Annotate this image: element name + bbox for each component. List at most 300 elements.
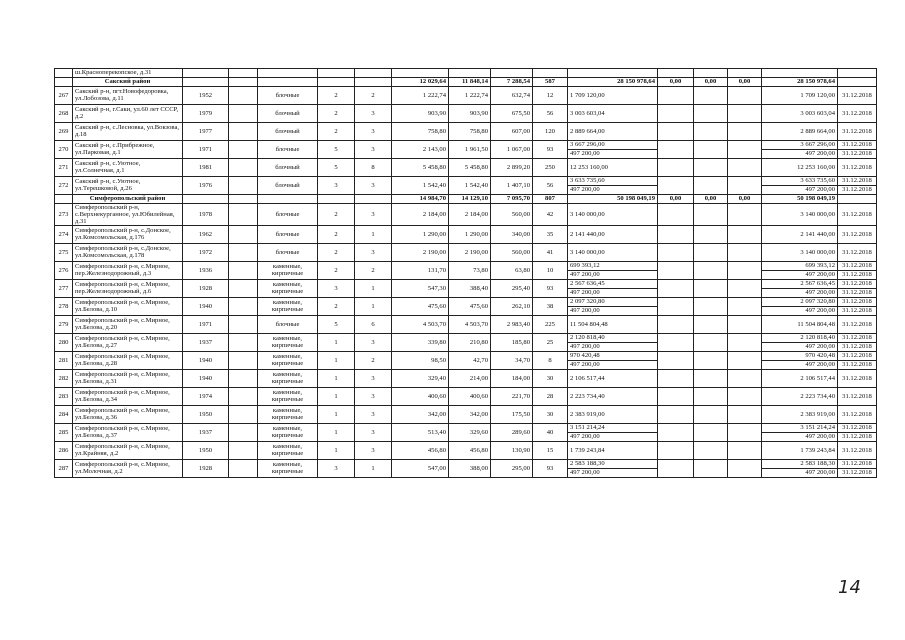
- table-row: [55, 261, 877, 270]
- area-b-cell: 1 407,10: [491, 176, 533, 194]
- table-row: [55, 333, 877, 342]
- table-row: [55, 459, 877, 468]
- row-number: 272: [55, 176, 73, 194]
- address-cell: Сакский р-н, с.Уютное, ул.Солнечная, д.1: [73, 158, 183, 176]
- material-cell: каменные, кирпичные: [258, 405, 318, 423]
- cost-cell: 497 200,00: [568, 342, 658, 351]
- year-cell: 1940: [183, 297, 229, 315]
- floors-cell: 1: [318, 369, 355, 387]
- zero-1: 0,00: [658, 194, 694, 203]
- deadline-cell: 31.12.2018: [838, 351, 877, 360]
- area-total-cell: 4 503,70: [392, 315, 449, 333]
- material-cell: блочные: [258, 140, 318, 158]
- deadline-cell: 31.12.2018: [838, 333, 877, 342]
- entrances-cell: 2: [355, 261, 392, 279]
- area-a-cell: 1 542,40: [449, 176, 491, 194]
- area-b: 7 095,70: [491, 194, 533, 203]
- residents-cell: 25: [533, 333, 568, 351]
- residents-cell: 10: [533, 261, 568, 279]
- floors-cell: 2: [318, 225, 355, 243]
- entrances-cell: 3: [355, 405, 392, 423]
- deadline-cell: 31.12.2018: [838, 315, 877, 333]
- cost-cell-2: 2 097 320,80: [762, 297, 838, 306]
- address-cell: ш.Краснoперекопское, д.31: [73, 69, 183, 78]
- residents-cell: 35: [533, 225, 568, 243]
- residents-cell: 40: [533, 423, 568, 441]
- year-cell: 1977: [183, 122, 229, 140]
- floors-cell: 2: [318, 86, 355, 104]
- residents: 807: [533, 194, 568, 203]
- residents-cell: 15: [533, 441, 568, 459]
- cost-cell-2: 2 120 818,40: [762, 333, 838, 342]
- material-cell: блочный: [258, 122, 318, 140]
- table-row: [55, 423, 877, 432]
- deadline-cell: 31.12.2018: [838, 279, 877, 288]
- deadline-cell: 31.12.2018: [838, 387, 877, 405]
- table-row: [55, 351, 877, 360]
- area-a-cell: 475,60: [449, 297, 491, 315]
- deadline-cell: 31.12.2018: [838, 441, 877, 459]
- address-cell: Сакский р-н, с.Уютное, ул.Терешковой, д.26: [73, 176, 183, 194]
- cost-cell: 1 709 120,00: [568, 86, 658, 104]
- page-number: 14: [838, 577, 861, 598]
- material-cell: каменные, кирпичные: [258, 369, 318, 387]
- row-number: 270: [55, 140, 73, 158]
- deadline-cell: 31.12.2018: [838, 176, 877, 185]
- residents-cell: 8: [533, 351, 568, 369]
- deadline-cell: 31.12.2018: [838, 360, 877, 369]
- district-name: Симферопольский район: [73, 194, 183, 203]
- floors-cell: 2: [318, 261, 355, 279]
- area-b-cell: 2 899,20: [491, 158, 533, 176]
- deadline-cell: 31.12.2018: [838, 459, 877, 468]
- residents-cell: 42: [533, 203, 568, 225]
- material-cell: каменные, кирпичные: [258, 261, 318, 279]
- area-a-cell: 2 184,00: [449, 203, 491, 225]
- year-cell: 1976: [183, 176, 229, 194]
- area-a-cell: 400,60: [449, 387, 491, 405]
- cost-cell-2: 497 200,00: [762, 468, 838, 477]
- area-a-cell: 5 458,80: [449, 158, 491, 176]
- deadline-cell: 31.12.2018: [838, 243, 877, 261]
- material-cell: каменные, кирпичные: [258, 297, 318, 315]
- address-cell: Симферопольский р-н, с.Мирное, пер.Железнодорожный, д.3: [73, 261, 183, 279]
- area-a-cell: 214,00: [449, 369, 491, 387]
- area-total-cell: 513,40: [392, 423, 449, 441]
- cost-cell: 3 140 000,00: [568, 243, 658, 261]
- area-a-cell: 1 290,00: [449, 225, 491, 243]
- area-b-cell: 262,10: [491, 297, 533, 315]
- cost-cell: 3 003 603,04: [568, 104, 658, 122]
- deadline-cell: 31.12.2018: [838, 297, 877, 306]
- area-a-cell: 758,80: [449, 122, 491, 140]
- area-total-cell: 456,80: [392, 441, 449, 459]
- year-cell: 1936: [183, 261, 229, 279]
- year-cell: 1928: [183, 279, 229, 297]
- table-row: [55, 158, 877, 176]
- floors-cell: 1: [318, 387, 355, 405]
- floors-cell: 3: [318, 176, 355, 194]
- floors-cell: 2: [318, 122, 355, 140]
- cost-cell: 1 739 243,84: [568, 441, 658, 459]
- material-cell: блочный: [258, 104, 318, 122]
- material-cell: каменные, кирпичные: [258, 459, 318, 477]
- residents-cell: 41: [533, 243, 568, 261]
- address-cell: Сакский р-н, г.Саки, ул.60 лет СССР, д.2: [73, 104, 183, 122]
- area-b-cell: 560,00: [491, 203, 533, 225]
- residents-cell: 225: [533, 315, 568, 333]
- entrances-cell: 3: [355, 140, 392, 158]
- area-total-cell: 1 222,74: [392, 86, 449, 104]
- residents-cell: 93: [533, 459, 568, 477]
- cost-cell: 3 140 000,00: [568, 203, 658, 225]
- area-total-cell: 758,80: [392, 122, 449, 140]
- cost-cell: 2 567 636,45: [568, 279, 658, 288]
- entrances-cell: 1: [355, 279, 392, 297]
- area-total-cell: 400,60: [392, 387, 449, 405]
- year-cell: 1950: [183, 441, 229, 459]
- residents-cell: 56: [533, 176, 568, 194]
- entrances-cell: 3: [355, 203, 392, 225]
- cost-cell-2: 2 383 919,00: [762, 405, 838, 423]
- material-cell: блочные: [258, 243, 318, 261]
- cost-cell: 2 583 188,30: [568, 459, 658, 468]
- entrances-cell: 3: [355, 333, 392, 351]
- area-total-cell: 5 458,80: [392, 158, 449, 176]
- area-a-cell: 1 961,50: [449, 140, 491, 158]
- area-total-cell: 903,90: [392, 104, 449, 122]
- cost-cell: 11 504 804,48: [568, 315, 658, 333]
- area-b-cell: 34,70: [491, 351, 533, 369]
- entrances-cell: 1: [355, 225, 392, 243]
- material-cell: блочный: [258, 176, 318, 194]
- residents-cell: 93: [533, 140, 568, 158]
- area-b-cell: 175,50: [491, 405, 533, 423]
- cost-cell: 2 383 919,00: [568, 405, 658, 423]
- deadline-cell: 31.12.2018: [838, 468, 877, 477]
- area-a: 11 848,14: [449, 77, 491, 86]
- area-a-cell: 329,60: [449, 423, 491, 441]
- table-row: [55, 387, 877, 405]
- address-cell: Симферопольский р-н, с.Мирное, ул.Молочная, д.2: [73, 459, 183, 477]
- address-cell: Симферопольский р-н, с.Мирное, ул.Белова, д.36: [73, 405, 183, 423]
- zero-2: 0,00: [694, 77, 728, 86]
- year-cell: 1940: [183, 369, 229, 387]
- year-cell: 1928: [183, 459, 229, 477]
- address-cell: Сакский р-н, с.Лесновка, ул.Вокзова, д.18: [73, 122, 183, 140]
- cost-cell-2: 3 140 000,00: [762, 243, 838, 261]
- entrances-cell: 3: [355, 122, 392, 140]
- cost-cell: 12 253 160,00: [568, 158, 658, 176]
- cost-cell-2: 3 667 296,00: [762, 140, 838, 149]
- area-a-cell: 342,00: [449, 405, 491, 423]
- zero-2: 0,00: [694, 194, 728, 203]
- area-b-cell: 295,00: [491, 459, 533, 477]
- year-cell: 1974: [183, 387, 229, 405]
- residents-cell: 120: [533, 122, 568, 140]
- material-cell: блочный: [258, 158, 318, 176]
- address-cell: Симферопольский р-н, с.Мирное, ул.Белова, д.28: [73, 351, 183, 369]
- area-a-cell: 456,80: [449, 441, 491, 459]
- table-row: [55, 279, 877, 288]
- area-b-cell: 1 067,00: [491, 140, 533, 158]
- address-cell: Симферопольский р-н, с.Донское, ул.Комсомольская, д.178: [73, 243, 183, 261]
- floors-cell: 2: [318, 203, 355, 225]
- deadline-cell: 31.12.2018: [838, 158, 877, 176]
- address-cell: Симферопольский р-н, с.Мирное, ул.Белова, д.34: [73, 387, 183, 405]
- area-total-cell: 342,00: [392, 405, 449, 423]
- entrances-cell: 2: [355, 351, 392, 369]
- district-total-row: [55, 77, 877, 86]
- row-number: 286: [55, 441, 73, 459]
- entrances-cell: 1: [355, 459, 392, 477]
- row-number: 275: [55, 243, 73, 261]
- area-total-cell: 329,40: [392, 369, 449, 387]
- deadline-cell: 31.12.2018: [838, 225, 877, 243]
- row-number: 283: [55, 387, 73, 405]
- address-cell: Симферопольский р-н, с.Верхнекурганное, ул.Юбилейная, д.31: [73, 203, 183, 225]
- year-cell: 1962: [183, 225, 229, 243]
- cost-cell-2: 1 709 120,00: [762, 86, 838, 104]
- material-cell: каменные, кирпичные: [258, 351, 318, 369]
- entrances-cell: 3: [355, 423, 392, 441]
- year-cell: 1950: [183, 405, 229, 423]
- cost-cell: 497 200,00: [568, 270, 658, 279]
- address-cell: Симферопольский р-н, с.Мирное, ул.Крайняя, д.2: [73, 441, 183, 459]
- area-total-cell: 98,50: [392, 351, 449, 369]
- table-row: [55, 104, 877, 122]
- cost-cell: 970 420,48: [568, 351, 658, 360]
- row-number: 284: [55, 405, 73, 423]
- table-row: [55, 369, 877, 387]
- cost-cell-2: 2 106 517,44: [762, 369, 838, 387]
- area-total-cell: 339,80: [392, 333, 449, 351]
- cost-cell: 3 667 296,00: [568, 140, 658, 149]
- cost-cell-2: 497 200,00: [762, 270, 838, 279]
- material-cell: каменные, кирпичные: [258, 387, 318, 405]
- table-row: [55, 140, 877, 149]
- area-b-cell: 340,00: [491, 225, 533, 243]
- floors-cell: 1: [318, 351, 355, 369]
- cost-cell: 497 200,00: [568, 288, 658, 297]
- area-b-cell: 607,00: [491, 122, 533, 140]
- cost-cell: 2 097 320,80: [568, 297, 658, 306]
- area-a-cell: 903,90: [449, 104, 491, 122]
- year-cell: 1940: [183, 351, 229, 369]
- entrances-cell: 8: [355, 158, 392, 176]
- cost-cell-2: 497 200,00: [762, 185, 838, 194]
- entrances-cell: 3: [355, 387, 392, 405]
- cost-cell: 497 200,00: [568, 468, 658, 477]
- table-row: [55, 297, 877, 306]
- deadline-cell: 31.12.2018: [838, 140, 877, 149]
- deadline-cell: 31.12.2018: [838, 203, 877, 225]
- area-a-cell: 210,80: [449, 333, 491, 351]
- residents-cell: 38: [533, 297, 568, 315]
- area-a-cell: 1 222,74: [449, 86, 491, 104]
- district-total-row: [55, 194, 877, 203]
- year-cell: 1971: [183, 315, 229, 333]
- table-row: [55, 122, 877, 140]
- cost-cell-2: 497 200,00: [762, 342, 838, 351]
- floors-cell: 5: [318, 140, 355, 158]
- address-cell: Сакский р-н, с.Прибрежное, ул.Парковая, д.1: [73, 140, 183, 158]
- area-b-cell: 2 983,40: [491, 315, 533, 333]
- material-cell: каменные, кирпичные: [258, 423, 318, 441]
- row-number: 280: [55, 333, 73, 351]
- area-total-cell: 2 190,00: [392, 243, 449, 261]
- area-total-cell: 547,30: [392, 279, 449, 297]
- area-a-cell: 42,70: [449, 351, 491, 369]
- entrances-cell: 3: [355, 369, 392, 387]
- address-cell: Сакский р-н, пгт.Новофедоровка, ул.Лобозова, д.11: [73, 86, 183, 104]
- area-total-cell: 1 542,40: [392, 176, 449, 194]
- cost-cell-2: 497 200,00: [762, 360, 838, 369]
- cost-cell-2: 497 200,00: [762, 306, 838, 315]
- area-total-cell: 547,00: [392, 459, 449, 477]
- address-cell: Симферопольский р-н, с.Мирное, пер.Железнодорожный, д.6: [73, 279, 183, 297]
- cost-cell-2: 3 140 000,00: [762, 203, 838, 225]
- year-cell: 1937: [183, 333, 229, 351]
- area-a-cell: 388,00: [449, 459, 491, 477]
- row-number: 281: [55, 351, 73, 369]
- deadline-cell: 31.12.2018: [838, 423, 877, 432]
- area-b-cell: 130,90: [491, 441, 533, 459]
- cost-cell-2: 497 200,00: [762, 432, 838, 441]
- row-number: 277: [55, 279, 73, 297]
- area-a-cell: 4 503,70: [449, 315, 491, 333]
- deadline-cell: 31.12.2018: [838, 86, 877, 104]
- cost-cell-2: 970 420,48: [762, 351, 838, 360]
- address-cell: Симферопольский р-н, с.Мирное, ул.Белова, д.31: [73, 369, 183, 387]
- floors-cell: 3: [318, 279, 355, 297]
- cost-total-2: 28 150 978,64: [762, 77, 838, 86]
- cost-cell-2: 1 739 243,84: [762, 441, 838, 459]
- cost-cell-2: 12 253 160,00: [762, 158, 838, 176]
- row-number: 267: [55, 86, 73, 104]
- entrances-cell: 3: [355, 441, 392, 459]
- table-row: [55, 225, 877, 243]
- deadline-cell: 31.12.2018: [838, 104, 877, 122]
- material-cell: каменные, кирпичные: [258, 441, 318, 459]
- cost-cell-2: 2 889 664,00: [762, 122, 838, 140]
- deadline-cell: 31.12.2018: [838, 405, 877, 423]
- area-b-cell: 184,00: [491, 369, 533, 387]
- table-row: [55, 203, 877, 225]
- table-row: [55, 441, 877, 459]
- residents-cell: 93: [533, 279, 568, 297]
- address-cell: Симферопольский р-н, с.Донское, ул.Комсомольская, д.176: [73, 225, 183, 243]
- residents-cell: 12: [533, 86, 568, 104]
- cost-cell-2: 699 393,12: [762, 261, 838, 270]
- cost-cell-2: 497 200,00: [762, 288, 838, 297]
- area-a-cell: 2 190,00: [449, 243, 491, 261]
- area-b-cell: 63,80: [491, 261, 533, 279]
- deadline-cell: 31.12.2018: [838, 306, 877, 315]
- entrances-cell: 3: [355, 176, 392, 194]
- cost-cell: 699 393,12: [568, 261, 658, 270]
- area-total-cell: 2 143,00: [392, 140, 449, 158]
- material-cell: блочные: [258, 86, 318, 104]
- residents-cell: 250: [533, 158, 568, 176]
- area-b-cell: 289,60: [491, 423, 533, 441]
- district-name: Сакский район: [73, 77, 183, 86]
- table-row: [55, 405, 877, 423]
- address-cell: Симферопольский р-н, с.Мирное, ул.Белова, д.37: [73, 423, 183, 441]
- year-cell: 1981: [183, 158, 229, 176]
- year-cell: 1972: [183, 243, 229, 261]
- row-number: 287: [55, 459, 73, 477]
- material-cell: блочные: [258, 225, 318, 243]
- row-number: 278: [55, 297, 73, 315]
- residents-cell: 30: [533, 405, 568, 423]
- cost-total-2: 50 198 049,19: [762, 194, 838, 203]
- address-cell: Симферопольский р-н, с.Мирное, ул.Белова, д.27: [73, 333, 183, 351]
- floors-cell: 3: [318, 459, 355, 477]
- deadline-cell: 31.12.2018: [838, 261, 877, 270]
- entrances-cell: 1: [355, 297, 392, 315]
- floors-cell: 5: [318, 315, 355, 333]
- cost-cell-2: 2 223 734,40: [762, 387, 838, 405]
- row-number: 273: [55, 203, 73, 225]
- cost-cell: 497 200,00: [568, 360, 658, 369]
- cost-cell: 497 200,00: [568, 432, 658, 441]
- area-b: 7 288,54: [491, 77, 533, 86]
- table-row: [55, 176, 877, 185]
- area-a-cell: 388,40: [449, 279, 491, 297]
- cost-cell-2: 11 504 804,48: [762, 315, 838, 333]
- deadline-cell: 31.12.2018: [838, 369, 877, 387]
- row-number: 279: [55, 315, 73, 333]
- cost-cell: 3 151 214,24: [568, 423, 658, 432]
- row-number: 269: [55, 122, 73, 140]
- cost-cell-2: 2 567 636,45: [762, 279, 838, 288]
- deadline-cell: 31.12.2018: [838, 342, 877, 351]
- row-number: 271: [55, 158, 73, 176]
- entrances-cell: 3: [355, 104, 392, 122]
- address-cell: Симферопольский р-н, с.Мирное, ул.Белова, д.20: [73, 315, 183, 333]
- row-number: 285: [55, 423, 73, 441]
- floors-cell: 2: [318, 104, 355, 122]
- area-total-cell: 475,60: [392, 297, 449, 315]
- material-cell: блочные: [258, 315, 318, 333]
- row-number: 274: [55, 225, 73, 243]
- residents-cell: 30: [533, 369, 568, 387]
- area-b-cell: 295,40: [491, 279, 533, 297]
- floors-cell: 5: [318, 158, 355, 176]
- cost-total: 50 198 049,19: [568, 194, 658, 203]
- cost-cell: 2 889 664,00: [568, 122, 658, 140]
- year-cell: 1979: [183, 104, 229, 122]
- year-cell: 1978: [183, 203, 229, 225]
- floors-cell: 1: [318, 405, 355, 423]
- area-a-cell: 73,80: [449, 261, 491, 279]
- area-total: 12 029,64: [392, 77, 449, 86]
- housing-register-table: [54, 68, 877, 478]
- cost-cell-2: 3 633 735,60: [762, 176, 838, 185]
- cost-cell: 2 223 734,40: [568, 387, 658, 405]
- deadline-cell: 31.12.2018: [838, 185, 877, 194]
- table-row: [55, 315, 877, 333]
- area-b-cell: 632,74: [491, 86, 533, 104]
- material-cell: блочные: [258, 203, 318, 225]
- year-cell: 1971: [183, 140, 229, 158]
- zero-3: 0,00: [728, 77, 762, 86]
- area-a: 14 129,10: [449, 194, 491, 203]
- row-number: 276: [55, 261, 73, 279]
- material-cell: каменные, кирпичные: [258, 333, 318, 351]
- cost-cell: 497 200,00: [568, 306, 658, 315]
